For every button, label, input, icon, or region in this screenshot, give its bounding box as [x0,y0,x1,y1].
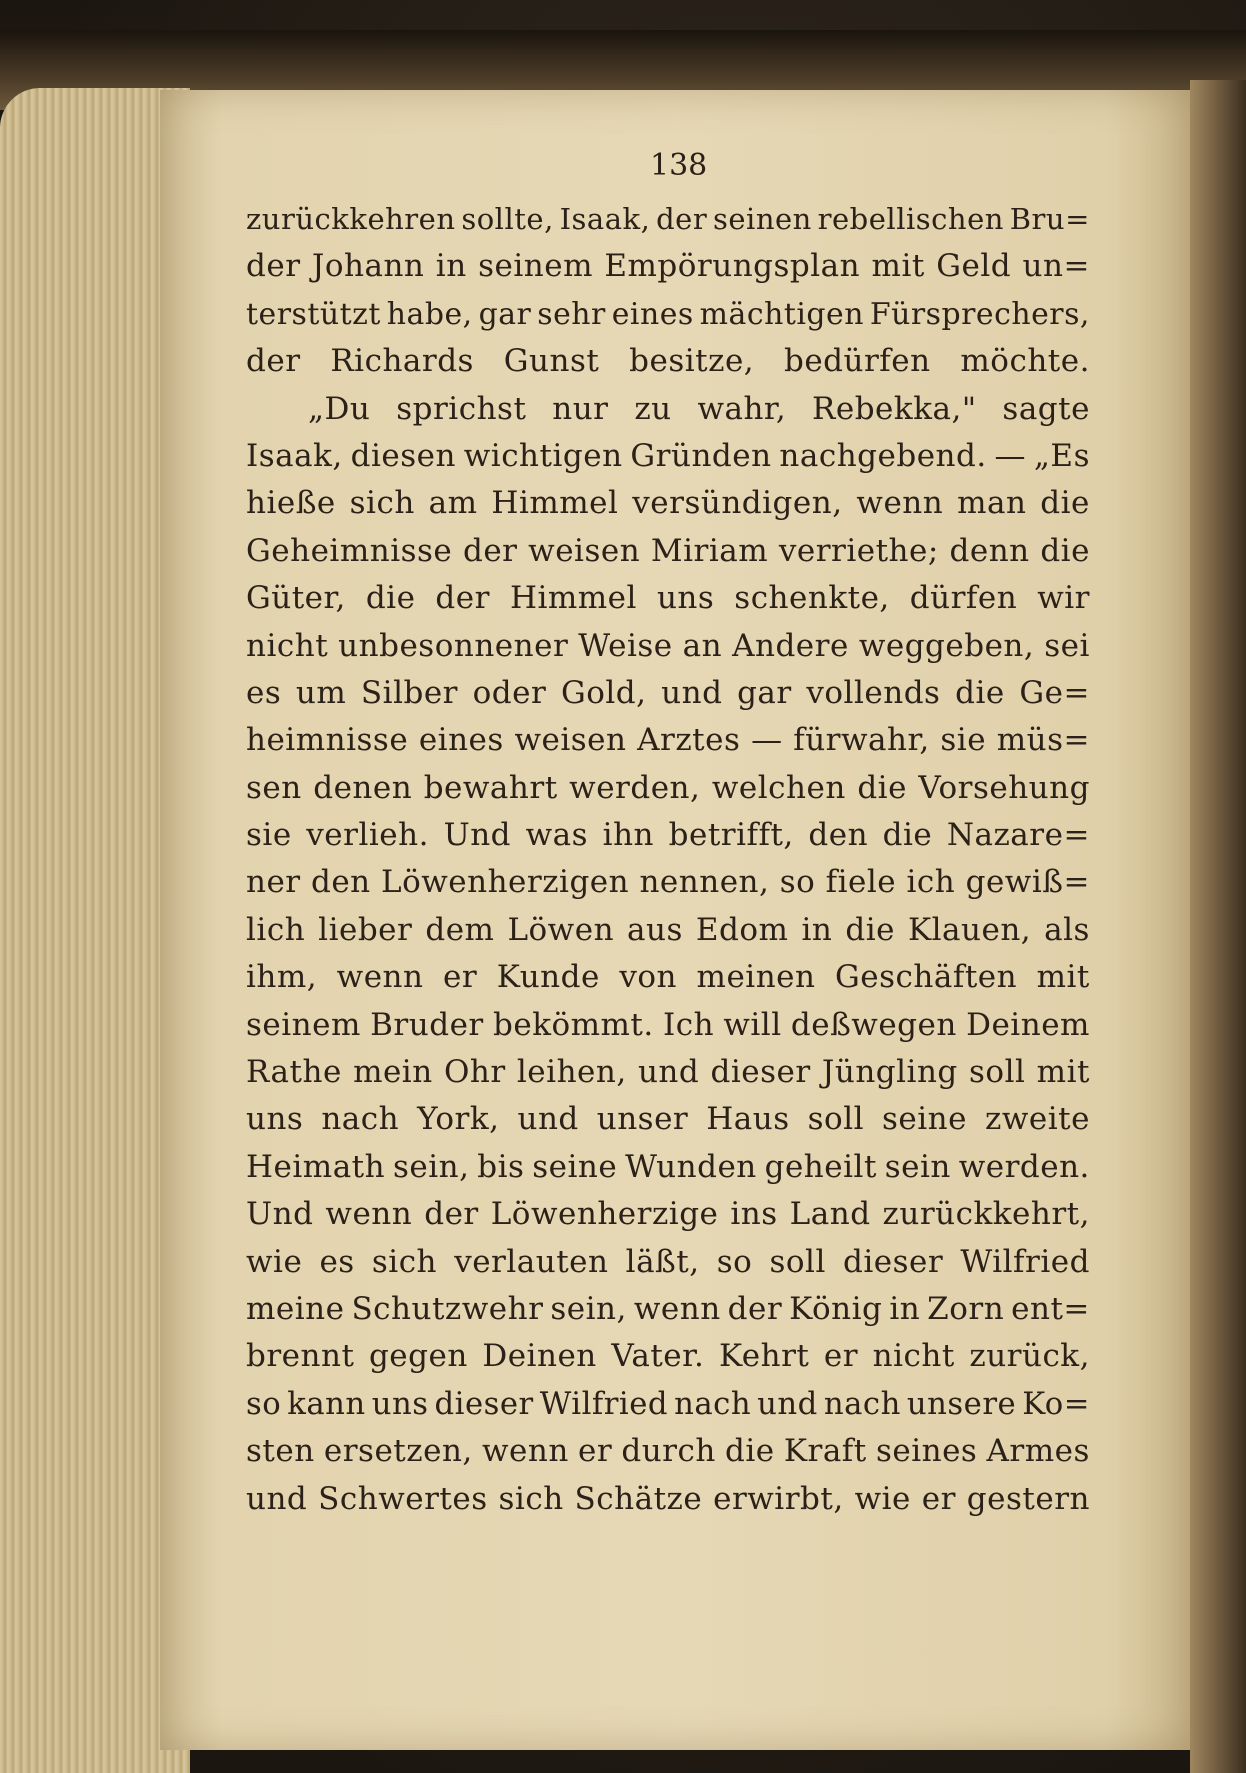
book-spine-edge [1190,80,1246,1773]
text-line: so kann uns dieser Wilfried nach und nach unsere Ko= [246,1386,1090,1422]
text-line: meine Schutzwehr sein, wenn der König in Zorn ent= [246,1290,1090,1327]
text-line: ihm, wenn er Kunde von meinen Geschäften mit [246,959,1090,996]
text-line: hieße sich am Himmel versündigen, wenn man die [246,485,1090,522]
text-line: nicht unbesonnener Weise an Andere weggeben, sei [246,627,1090,664]
text-line: es um Silber oder Gold, und gar vollends die Ge= [246,674,1090,711]
page-number: 138 [650,148,708,183]
text-line: terstützt habe, gar sehr eines mächtigen Fürsprechers, [246,296,1090,332]
text-line: Heimath sein, bis seine Wunden geheilt sein werden. [246,1148,1090,1185]
text-line: zurückkehren sollte, Isaak, der seinen rebellischen Bru= [246,202,1090,236]
text-line: Und wenn der Löwenherzige ins Land zurückkehrt, [246,1196,1090,1233]
text-line: der Richards Gunst besitze, bedürfen möchte. [246,343,1090,380]
text-line: brennt gegen Deinen Vater. Kehrt er nicht zurück, [246,1338,1090,1375]
text-line: sen denen bewahrt werden, welchen die Vorsehung [246,769,1090,806]
text-line: sten ersetzen, wenn er durch die Kraft seines Armes [246,1433,1090,1470]
text-line: Güter, die der Himmel uns schenkte, dürfen wir [246,580,1090,617]
text-line: und Schwertes sich Schätze erwirbt, wie er gestern [246,1480,1090,1517]
text-line: Geheimnisse der weisen Miriam verriethe; denn die [246,532,1090,569]
text-line: seinem Bruder bekömmt. Ich will deßwegen Deinem [246,1006,1090,1043]
text-line: sie verlieh. Und was ihn betrifft, den die Nazare= [246,817,1090,854]
page-text [246,196,1090,1523]
text-line: Isaak, diesen wichtigen Gründen nachgebend. — „Es [246,437,1090,474]
text-line: ner den Löwenherzigen nennen, so fiele ich gewiß= [246,864,1090,901]
text-line: Rathe mein Ohr leihen, und dieser Jüngling soll mit [246,1054,1090,1091]
text-line: uns nach York, und unser Haus soll seine zweite [246,1101,1090,1138]
text-line: „Du sprichst nur zu wahr, Rebekka," sagte [308,390,1090,427]
text-line: heimnisse eines weisen Arztes — fürwahr, sie müs= [246,722,1090,759]
text-line: lich lieber dem Löwen aus Edom in die Klauen, als [246,911,1090,948]
text-line: der Johann in seinem Empörungsplan mit Geld un= [246,248,1090,285]
text-line: wie es sich verlauten läßt, so soll dieser Wilfried [246,1243,1090,1280]
